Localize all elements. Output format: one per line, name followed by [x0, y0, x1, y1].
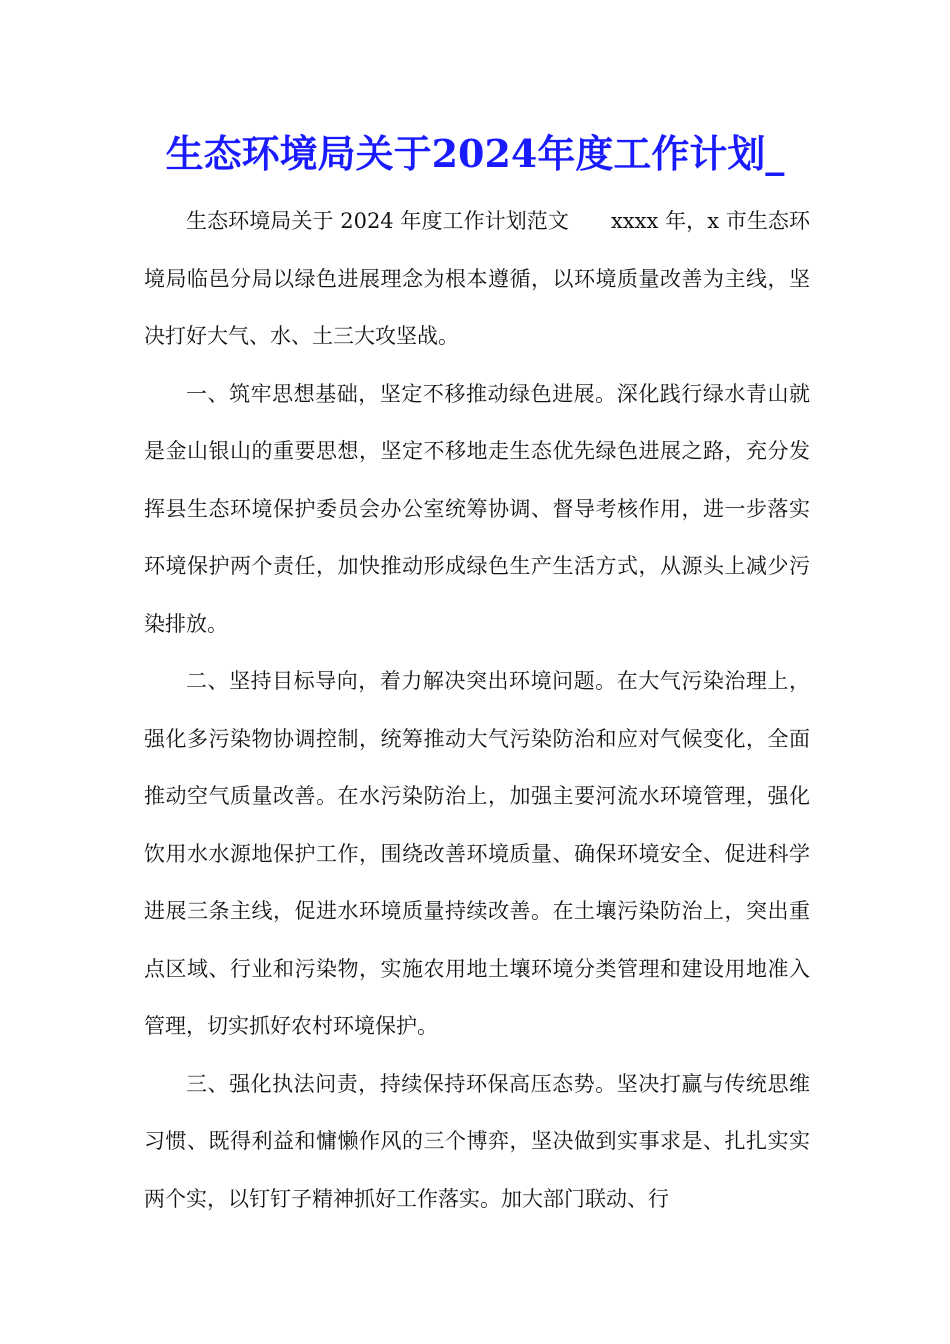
paragraph-2: 二、坚持目标导向，着力解决突出环境问题。在大气污染治理上，强化多污染物协调控制，统筹推动大气污染防治和应对气候变化，全面推动空气质量改善。在水污染防治上，加强主要河流水环境管理，强化饮用水水源地保护工作，围绕改善环境质量、确保环境安全、促进科学进展三条主线，促进水环境质量持续改善。在土壤污染防治上，突出重点区域、行业和污染物，实施农用地土壤环境分类管理和建设用地准入管理，切实抓好农村环境保护。 — [144, 669, 810, 1038]
document-title: 生态环境局关于2024年度工作计划_ — [165, 131, 785, 176]
intro-text: xxxx 年，x 市生态环境局临邑分局以绿色进展理念为根本遵循，以环境质量改善为主线，坚决打好大气、水、土三大攻坚战。 — [144, 209, 810, 348]
document-body — [144, 193, 810, 1228]
intro-heading: 生态环境局关于 2024 年度工作计划范文 — [186, 209, 569, 233]
paragraph-1: 一、筑牢思想基础，坚定不移推动绿色进展。深化践行绿水青山就是金山银山的重要思想，坚定不移地走生态优先绿色进展之路，充分发挥县生态环境保护委员会办公室统筹协调、督导考核作用，进一步落实环境保护两个责任，加快推动形成绿色生产生活方式，从源头上减少污染排放。 — [144, 381, 810, 636]
intro-paragraph — [144, 193, 810, 366]
paragraph-3: 三、强化执法问责，持续保持环保高压态势。坚决打赢与传统思维习惯、既得利益和慵懒作风的三个博弈，坚决做到实事求是、扎扎实实两个实，以钉钉子精神抓好工作落实。加大部门联动、行 — [144, 1071, 810, 1211]
